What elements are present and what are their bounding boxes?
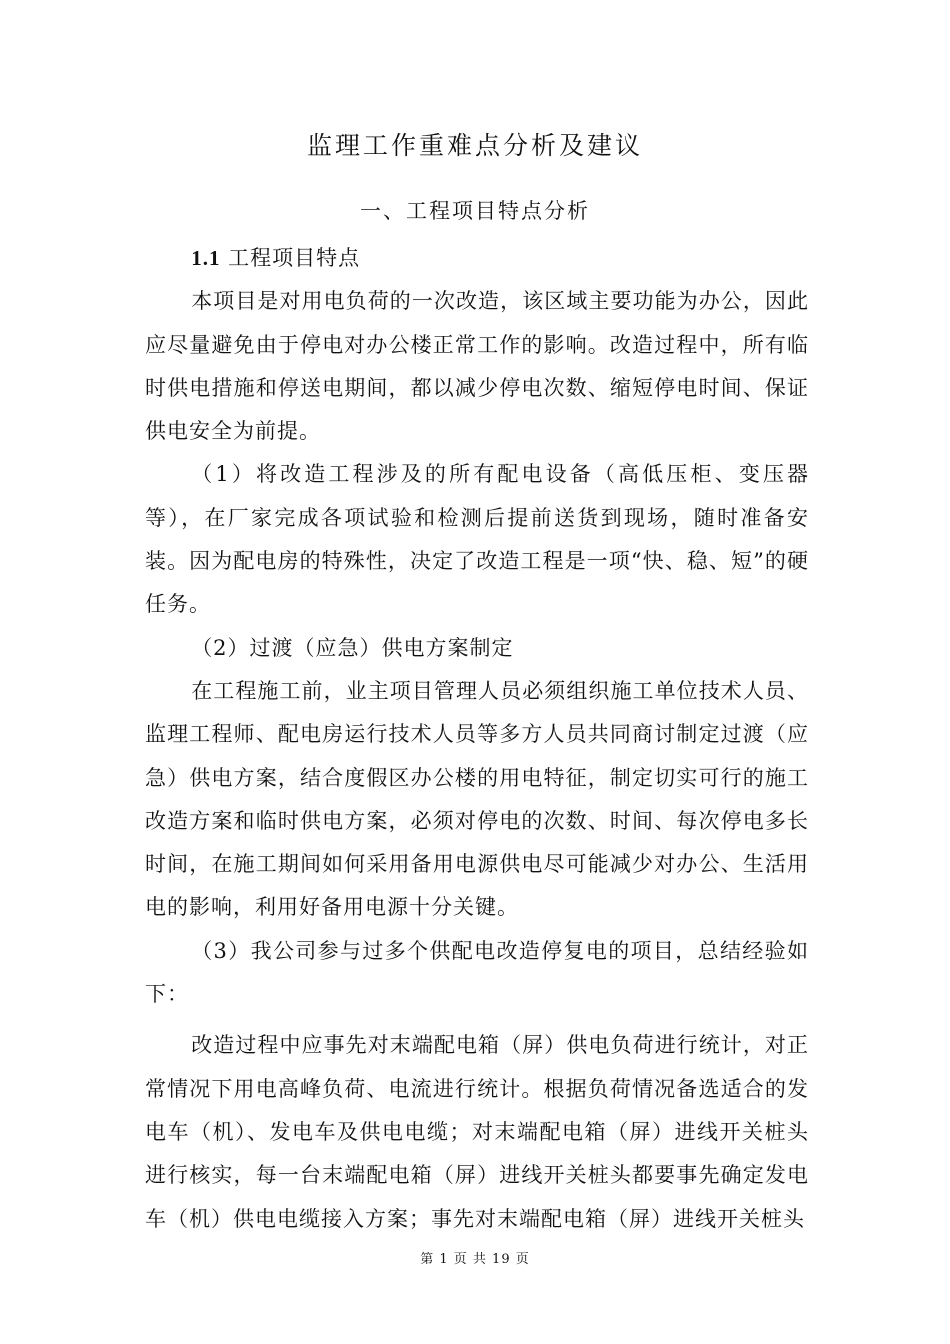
subheading-text: 工程项目特点 [220,246,361,270]
subheading [145,237,809,280]
paragraph-item-2: （2）过渡（应急）供电方案制定 [191,635,514,660]
subheading-number: 1.1 [191,246,221,270]
document-body [145,237,809,1241]
section-heading: 一、工程项目特点分析 [360,199,590,223]
paragraph-experience: 改造过程中应事先对末端配电箱（屏）供电负荷进行统计，对正常情况下用电高峰负荷、电流进行统计。根据负荷情况备选适合的发电车（机）、发电车及供电电缆；对末端配电箱（屏）进线开关桩头进行核实，每一台末端配电箱（屏）进线开关桩头都要事先确定发电车（机）供电电缆接入方案；事先对末端配电箱（屏）进线开关桩头 [145,1033,809,1231]
paragraph-intro: 本项目是对用电负荷的一次改造，该区域主要功能为办公，因此应尽量避免由于停电对办公楼正常工作的影响。改造过程中，所有临时供电措施和停送电期间，都以减少停电次数、缩短停电时间、保证供电安全为前提。 [145,289,809,444]
paragraph-plan: 在工程施工前，业主项目管理人员必须组织施工单位技术人员、监理工程师、配电房运行技术人员等多方人员共同商讨制定过渡（应急）供电方案，结合度假区办公楼的用电特征，制定切实可行的施工改造方案和临时供电方案，必须对停电的次数、时间、每次停电多长时间，在施工期间如何采用备用电源供电尽可能减少对办公、生活用电的影响，利用好备用电源十分关键。 [145,678,809,920]
paragraph-item-1: （1）将改造工程涉及的所有配电设备（高低压柜、变压器等），在厂家完成各项试验和检测后提前送货到现场，随时准备安装。因为配电房的特殊性，决定了改造工程是一项“快、稳、短”的硬任务。 [145,462,809,617]
document-title: 监理工作重难点分析及建议 [306,131,643,160]
paragraph-item-3: （3）我公司参与过多个供配电改造停复电的项目，总结经验如下： [145,938,809,1007]
page-footer: 第 1 页 共 19 页 [420,1252,530,1267]
